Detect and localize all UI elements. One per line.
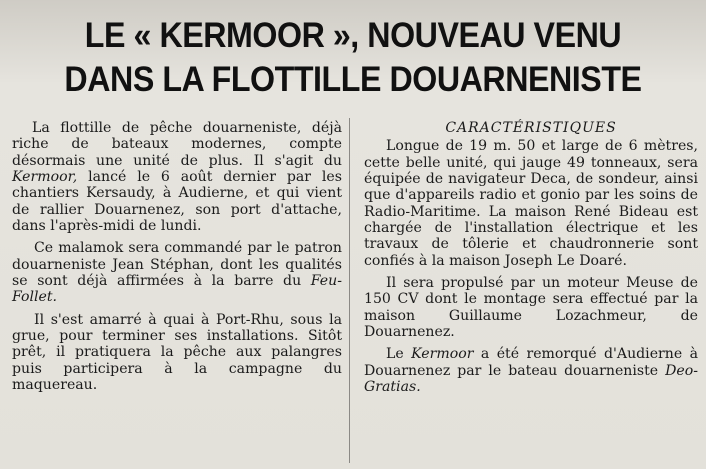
headline-line-2: DANS LA FLOTTILLE DOUARNENISTE [64, 60, 642, 99]
right-column [364, 120, 698, 402]
right-paragraph-3 [364, 346, 698, 395]
ship-name-feu-follet: Feu-Follet. [12, 273, 342, 306]
headline [47, 14, 660, 102]
column-divider [349, 118, 350, 463]
subheading: CARACTÉRISTIQUES [445, 120, 617, 136]
right-paragraph-2: Il sera propulsé par un moteur Meuse de 150 CV dont le montage sera effectué par la maison Guillaume Lozachmeur, de Douarnenez. [364, 275, 698, 341]
right-paragraph-3-start: Le [386, 346, 404, 363]
right-paragraph-3-mid: a été remorqué d'Audierne à Douarnenez par le bateau douarneniste [364, 346, 699, 379]
left-paragraph-3: Il s'est amarré à quai à Port-Rhu, sous la grue, pour terminer ses installations. Sitôt prêt, il pratiquera la pêche aux palangres puis participera à la campagne du maquereau. [12, 311, 342, 394]
ship-name-kermoor: Kermoor, [12, 169, 78, 186]
ship-name-deo-gratias: Deo-Gratias. [364, 362, 698, 396]
left-paragraph-2 [12, 240, 342, 305]
left-paragraph-1-text: La flottille de pêche douarneniste, déjà riche de bateaux modernes, compte désormais une unité de plus. Il s'agit du [12, 120, 342, 169]
left-paragraph-1 [12, 120, 342, 234]
headline-line-1: LE « KERMOOR », NOUVEAU VENU [84, 16, 622, 55]
left-paragraph-1-end: lancé le 6 août dernier par les chantiers Kersaudy, à Audierne, et qui vient de rallier Douarnenez, son port d'attache, dans l'après-midi de lundi. [12, 169, 342, 235]
right-paragraph-1: Longue de 19 m. 50 et large de 6 mètres, cette belle unité, qui jauge 49 tonneaux, sera équipée de navigateur Deca, de sondeur, ainsi que d'appareils radio et gonio par les soins de Radio-Maritime. La maison René Bideau est chargée de l'installation électrique et les travaux de tôlerie et chaudronnerie sont confiés à la maison Joseph Le Doaré. [364, 138, 698, 269]
ship-name-kermoor-2: Kermoor [411, 346, 474, 363]
left-column [12, 120, 342, 400]
left-paragraph-2-text: Ce malamok sera commandé par le patron douarneniste Jean Stéphan, dont les qualités se sont déjà affirmées à la barre du [12, 240, 342, 290]
